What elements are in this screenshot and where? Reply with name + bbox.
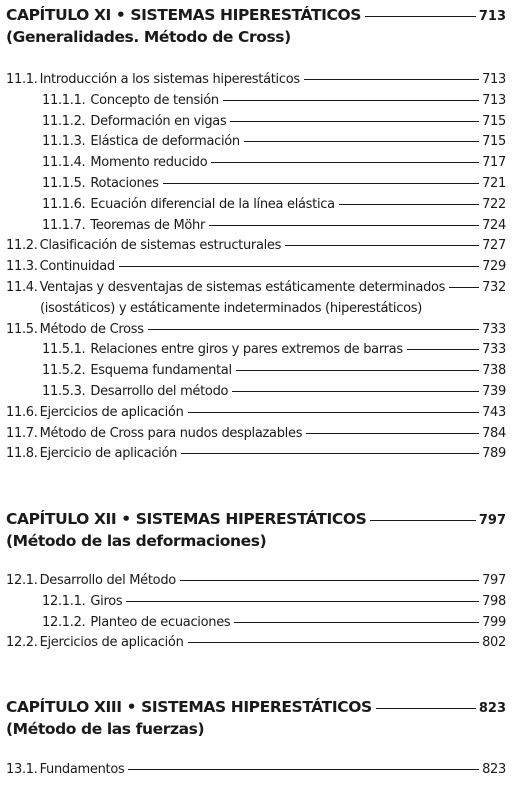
toc-entry-number: 11.8. xyxy=(6,446,38,462)
toc-entry[interactable] xyxy=(6,363,506,384)
toc-entry[interactable] xyxy=(6,238,506,259)
toc-entry[interactable] xyxy=(6,635,506,656)
toc-entry-label: Concepto de tensión xyxy=(90,92,219,108)
chapter-11-header xyxy=(6,6,506,50)
dot-leader xyxy=(370,520,475,521)
dot-leader xyxy=(285,245,479,246)
toc-entry-page-number: 743 xyxy=(482,404,506,420)
toc-entry-number: 11.2. xyxy=(6,238,38,254)
toc-entry-label: Desarrollo del Método xyxy=(39,573,176,588)
toc-entry-page-number: 715 xyxy=(482,134,506,150)
toc-entry[interactable] xyxy=(6,218,506,239)
toc-entry-page-number: 789 xyxy=(482,446,506,462)
chapter-subtitle: (Método de las deformaciones) xyxy=(6,532,267,550)
toc-entry-label: Clasificación de sistemas estructurales xyxy=(39,238,282,254)
toc-entry-page-number: 798 xyxy=(482,593,506,609)
toc-entry-label: Ejercicio de aplicación xyxy=(39,446,178,462)
toc-entry-number: 11.1.7. xyxy=(42,217,86,233)
toc-entry[interactable] xyxy=(6,259,506,280)
chapter-page-number: 797 xyxy=(478,513,506,528)
toc-entry[interactable] xyxy=(6,197,506,218)
chapter-title: CAPÍTULO XI • SISTEMAS HIPERESTÁTICOS xyxy=(6,6,361,24)
toc-entry-page-number: 799 xyxy=(482,614,506,630)
toc-entry-number: 11.3. xyxy=(6,259,38,275)
toc-entry-page-number: 797 xyxy=(482,573,506,588)
toc-entry[interactable] xyxy=(6,384,506,405)
toc-entry-number: 11.1.1. xyxy=(42,92,86,108)
toc-entry[interactable] xyxy=(6,93,506,114)
toc-entry-number: 11.1.6. xyxy=(42,196,86,212)
toc-entry-label: Ejercicios de aplicación xyxy=(39,635,184,651)
chapter-subtitle: (Método de las fuerzas) xyxy=(6,720,205,738)
chapter-page-number: 713 xyxy=(478,9,506,24)
toc-entry-number: 11.5.1. xyxy=(42,342,86,358)
toc-entry-page-number: 713 xyxy=(482,72,506,87)
toc-entry-label: Momento reducido xyxy=(90,155,208,171)
dot-leader xyxy=(365,16,476,17)
toc-entry-page-number: 721 xyxy=(482,175,506,191)
chapter-12-entries xyxy=(6,573,506,656)
chapter-subtitle: (Generalidades. Método de Cross) xyxy=(6,28,291,46)
chapter-13-header xyxy=(6,698,506,742)
dot-leader xyxy=(244,141,479,142)
toc-entry[interactable] xyxy=(6,342,506,363)
toc-entry-number: 11.7. xyxy=(6,425,38,441)
dot-leader xyxy=(126,601,479,602)
dot-leader xyxy=(236,370,479,371)
chapter-11-entries xyxy=(6,72,506,467)
toc-entry-number: 11.1.3. xyxy=(42,134,86,150)
dot-leader xyxy=(232,391,479,392)
toc-entry[interactable] xyxy=(6,594,506,615)
dot-leader xyxy=(339,204,479,205)
toc-entry-label: Ventajas y desventajas de sistemas estáticamente determinados xyxy=(39,279,446,295)
dot-leader xyxy=(188,642,480,643)
toc-entry-page-number: 729 xyxy=(482,259,506,275)
dot-leader xyxy=(180,580,479,581)
dot-leader xyxy=(181,453,479,454)
toc-entry-number: 12.1.1. xyxy=(42,593,86,609)
dot-leader xyxy=(128,769,479,770)
toc-entry-number: 11.5. xyxy=(6,321,38,337)
dot-leader xyxy=(223,100,479,101)
toc-entry-page-number: 738 xyxy=(482,363,506,379)
toc-entry[interactable] xyxy=(6,573,506,594)
toc-entry-page-number: 722 xyxy=(482,196,506,212)
toc-entry-number: 12.2. xyxy=(6,635,38,651)
toc-entry-number: 11.1.5. xyxy=(42,175,86,191)
toc-entry-number: 11.1.2. xyxy=(42,113,86,129)
toc-entry-number: 13.1. xyxy=(6,762,38,777)
toc-entry[interactable] xyxy=(6,134,506,155)
dot-leader xyxy=(230,121,479,122)
chapter-page-number: 823 xyxy=(478,701,506,716)
toc-entry-label: Teoremas de Möhr xyxy=(90,217,206,233)
toc-entry-label: Elástica de deformación xyxy=(90,134,240,150)
toc-entry-page-number: 802 xyxy=(482,635,506,651)
toc-entry[interactable] xyxy=(6,114,506,135)
toc-entry-label: Planteo de ecuaciones xyxy=(90,614,231,630)
toc-entry-page-number: 784 xyxy=(482,425,506,441)
chapter-title: CAPÍTULO XIII • SISTEMAS HIPERESTÁTICOS xyxy=(6,698,372,716)
toc-entry-number: 11.5.3. xyxy=(42,383,86,399)
toc-entry-label: Desarrollo del método xyxy=(90,383,229,399)
dot-leader xyxy=(119,266,479,267)
toc-entry-continuation: (isostáticos) y estáticamente indeterminados (hiperestáticos) xyxy=(40,300,422,316)
toc-entry-page-number: 724 xyxy=(482,217,506,233)
toc-entry-label: Giros xyxy=(90,593,123,609)
toc-entry-label: Ejercicios de aplicación xyxy=(39,404,184,420)
toc-entry-label: Método de Cross xyxy=(39,321,144,337)
toc-entry-number: 11.4. xyxy=(6,279,38,295)
dot-leader xyxy=(209,225,479,226)
toc-entry[interactable] xyxy=(6,446,506,467)
dot-leader xyxy=(449,287,479,288)
toc-entry-label: Esquema fundamental xyxy=(90,363,232,379)
dot-leader xyxy=(163,183,479,184)
dot-leader xyxy=(304,79,479,80)
toc-entry[interactable] xyxy=(6,615,506,636)
toc-entry-number: 11.1. xyxy=(6,72,38,87)
toc-entry[interactable] xyxy=(6,176,506,197)
toc-entry[interactable] xyxy=(6,426,506,447)
chapter-12-header xyxy=(6,510,506,554)
toc-entry-page-number: 823 xyxy=(482,762,506,777)
toc-entry-page-number: 717 xyxy=(482,155,506,171)
toc-entry-number: 12.1.2. xyxy=(42,614,86,630)
toc-entry-label: Introducción a los sistemas hiperestáticos xyxy=(39,72,300,87)
toc-entry-number: 11.1.4. xyxy=(42,155,86,171)
toc-entry-page-number: 732 xyxy=(482,279,506,295)
toc-entry-label: Fundamentos xyxy=(39,762,125,777)
toc-entry[interactable] xyxy=(6,762,506,783)
toc-entry-label: Método de Cross para nudos desplazables xyxy=(39,425,303,441)
toc-entry-page-number: 733 xyxy=(482,321,506,337)
chapter-title: CAPÍTULO XII • SISTEMAS HIPERESTÁTICOS xyxy=(6,510,367,528)
toc-entry[interactable] xyxy=(6,405,506,426)
toc-entry-page-number: 727 xyxy=(482,238,506,254)
dot-leader xyxy=(407,349,479,350)
toc-entry-page-number: 713 xyxy=(482,92,506,108)
dot-leader xyxy=(211,162,479,163)
toc-entry-label: Relaciones entre giros y pares extremos de barras xyxy=(90,342,403,358)
toc-entry-label: Ecuación diferencial de la línea elástica xyxy=(90,196,335,212)
toc-entry-number: 11.5.2. xyxy=(42,363,86,379)
dot-leader xyxy=(306,433,479,434)
toc-entry-label: Deformación en vigas xyxy=(90,113,227,129)
toc-entry[interactable] xyxy=(6,155,506,176)
dot-leader xyxy=(188,412,480,413)
toc-entry-page-number: 733 xyxy=(482,342,506,358)
toc-entry-label: Continuidad xyxy=(39,259,115,275)
dot-leader xyxy=(234,622,479,623)
toc-entry-page-number: 715 xyxy=(482,113,506,129)
chapter-13-entries xyxy=(6,762,506,783)
dot-leader xyxy=(148,329,479,330)
toc-entry-page-number: 739 xyxy=(482,383,506,399)
toc-entry-number: 11.6. xyxy=(6,404,38,420)
toc-entry[interactable] xyxy=(6,322,506,343)
toc-entry[interactable] xyxy=(6,72,506,93)
toc-entry-number: 12.1. xyxy=(6,573,38,588)
dot-leader xyxy=(376,708,476,709)
toc-entry[interactable] xyxy=(6,280,506,301)
toc-entry-label: Rotaciones xyxy=(90,175,159,191)
